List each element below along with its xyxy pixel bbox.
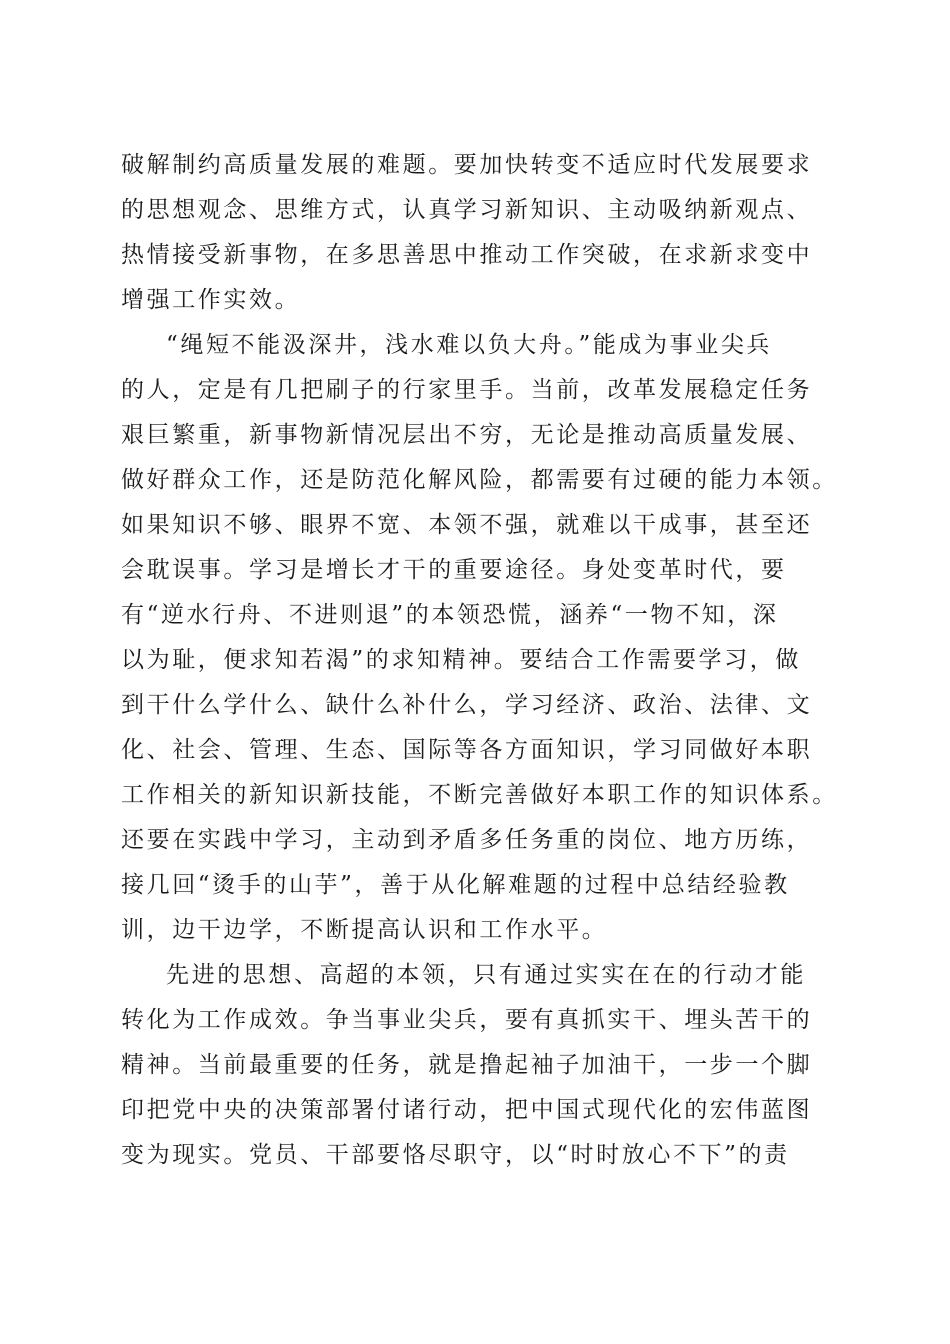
text-line: 如果知识不够、眼界不宽、本领不强，就难以干成事，甚至还 (121, 512, 813, 538)
text-line: 工作相关的新知识新技能，不断完善做好本职工作的知识体系。 (121, 782, 838, 808)
text-line: 还要在实践中学习，主动到矛盾多任务重的岗位、地方历练， (121, 827, 813, 853)
paragraph-first-line: “绳短不能汲深井，浅水难以负大舟。”能成为事业尖兵 (166, 332, 773, 358)
text-line: 到干什么学什么、缺什么补什么，学习经济、政治、法律、文 (121, 692, 813, 718)
text-line: 化、社会、管理、生态、国际等各方面知识，学习同做好本职 (121, 737, 813, 763)
text-line: 训，边干边学，不断提高认识和工作水平。 (121, 917, 608, 943)
paragraph-first-line: 先进的思想、高超的本领，只有通过实实在在的行动才能 (166, 962, 806, 988)
text-line: 热情接受新事物，在多思善思中推动工作突破，在求新求变中 (121, 242, 813, 268)
text-line: 艰巨繁重，新事物新情况层出不穷，无论是推动高质量发展、 (121, 422, 813, 448)
text-line: 以为耻，便求知若渴”的求知精神。要结合工作需要学习，做 (121, 647, 801, 673)
text-line: 会耽误事。学习是增长才干的重要途径。身处变革时代，要 (121, 557, 787, 583)
text-line: 的人，定是有几把刷子的行家里手。当前，改革发展稳定任务 (121, 377, 813, 403)
text-line: 有“逆水行舟、不进则退”的本领恐慌，涵养“一物不知，深 (121, 602, 779, 628)
text-line: 接几回“烫手的山芋”，善于从化解难题的过程中总结经验教 (121, 872, 790, 898)
text-line: 转化为工作成效。争当事业尖兵，要有真抓实干、埋头苦干的 (121, 1007, 813, 1033)
text-line: 的思想观念、思维方式，认真学习新知识、主动吸纳新观点、 (121, 197, 813, 223)
text-line: 破解制约高质量发展的难题。要加快转变不适应时代发展要求 (121, 152, 813, 178)
text-line: 增强工作实效。 (121, 287, 301, 313)
text-line: 精神。当前最重要的任务，就是撸起袖子加油干，一步一个脚 (121, 1052, 813, 1078)
text-line: 变为现实。党员、干部要恪尽职守，以“时时放心不下”的责 (121, 1142, 790, 1168)
text-line: 做好群众工作，还是防范化解风险，都需要有过硬的能力本领。 (121, 467, 838, 493)
text-line: 印把党中央的决策部署付诸行动，把中国式现代化的宏伟蓝图 (121, 1097, 813, 1123)
